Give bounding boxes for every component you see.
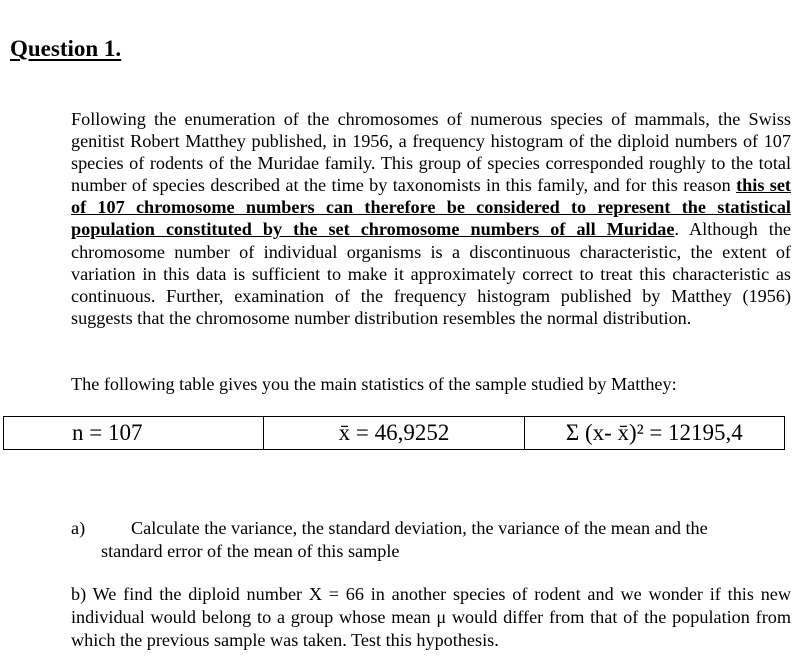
intro-paragraph bbox=[71, 108, 791, 329]
stat-mean-cell: x̄ = 46,9252 bbox=[264, 417, 524, 450]
statistics-row bbox=[4, 417, 785, 450]
question-title: Question 1. bbox=[10, 36, 122, 61]
question-b: b) We find the diploid number X = 66 in another species of rodent and we wonder if this new individual would belong to a group whose mean μ would differ from that of the population from which the previous sample was taken. Test this hypothesis. bbox=[71, 584, 791, 650]
question-a-text-line1: Calculate the variance, the standard deviation, the variance of the mean and the bbox=[131, 518, 708, 538]
intro-text-before: Following the enumeration of the chromosomes of numerous species of mammals, the Swiss genitist Robert Matthey published, in 1956, a frequency histogram of the diploid numbers of 107 species of rodents of the Muridae family. This group of species corresponded roughly to the total number of species described at the time by taxonomists in this family, and for this reason bbox=[71, 109, 791, 196]
intro-text-after: . Although the chromosome number of individual organisms is a discontinuous characteristic, the extent of variation in this data is sufficient to make it approximately correct to treat this characteristic as continuous. Further, examination of the frequency histogram published by Matthey (1956) suggests that the chromosome number distribution resembles the normal distribution. bbox=[71, 219, 791, 328]
stat-sum-squares-cell: Σ (x- x̄)² = 12195,4 bbox=[524, 417, 784, 450]
statistics-table bbox=[3, 416, 785, 450]
stat-n-cell: n = 107 bbox=[4, 417, 264, 450]
question-a bbox=[71, 517, 791, 562]
question-a-label: a) bbox=[71, 518, 86, 538]
question-a-text-line2: standard error of the mean of this sample bbox=[101, 540, 400, 561]
table-intro-text: The following table gives you the main statistics of the sample studied by Matthey: bbox=[71, 374, 677, 394]
intro-text-emphasis: this set of 107 chromosome numbers can therefore be considered to represent the statistical population constituted by the set chromosome numbers of all Muridae bbox=[71, 175, 791, 240]
